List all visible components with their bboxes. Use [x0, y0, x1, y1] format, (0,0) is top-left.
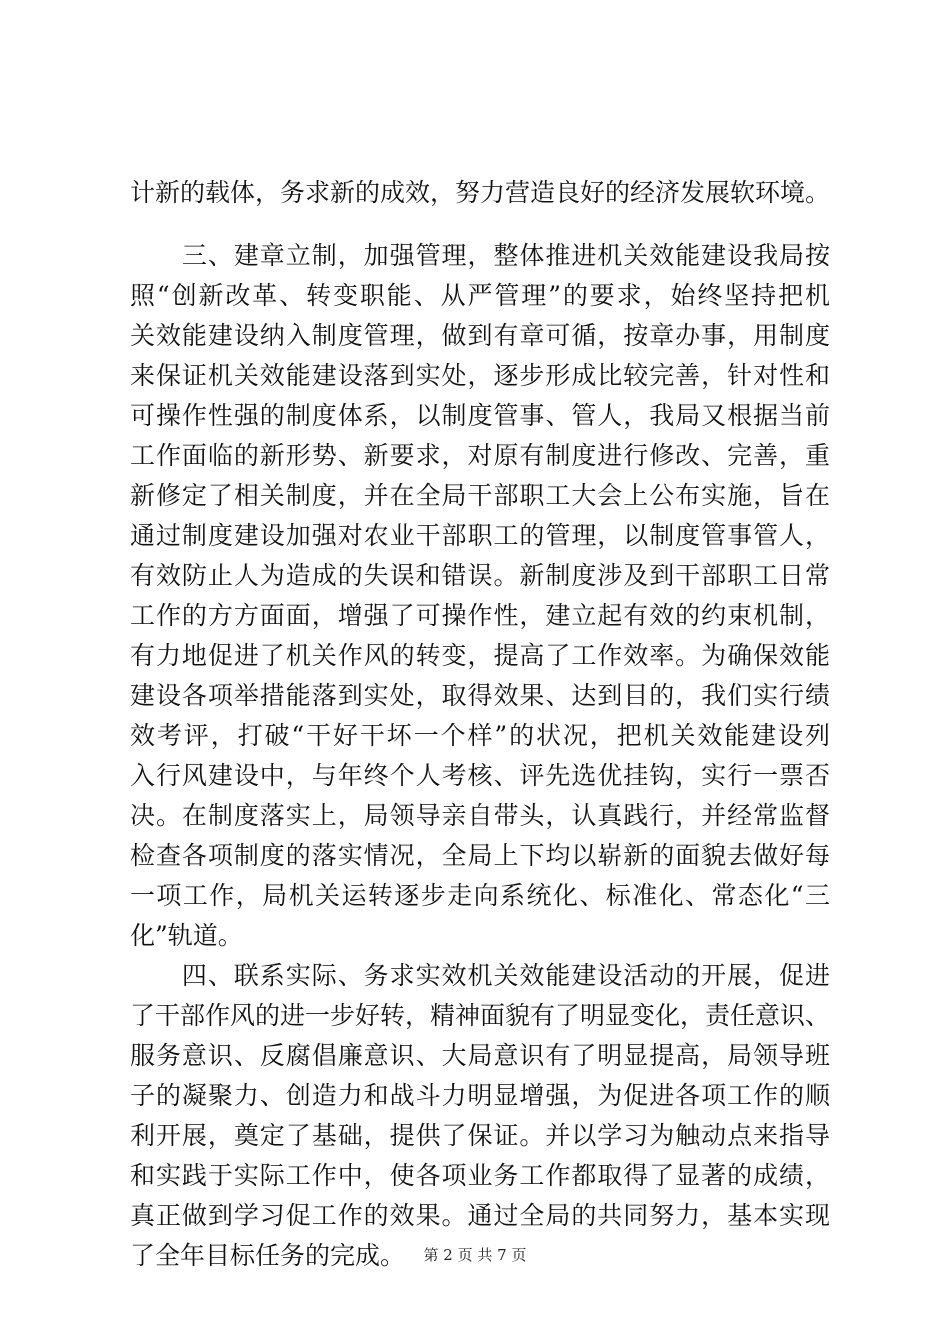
page-number-footer: 第 2 页 共 7 页 [423, 1246, 527, 1264]
text-line: 效考评，打破“干好干坏一个样”的状况，把机关效能建设列 [130, 721, 830, 750]
text-line: 通过制度建设加强对农业干部职工的管理，以制度管事管人， [130, 521, 830, 550]
text-line: 了全年目标任务的完成。 [130, 1241, 406, 1270]
text-line: 计新的载体，务求新的成效，努力营造良好的经济发展软环境。 [130, 178, 830, 207]
text-line: 工作的方方面面，增强了可操作性，建立起有效的约束机制， [130, 601, 830, 630]
text-line: 决。在制度落实上，局领导亲自带头，认真践行，并经常监督 [130, 801, 830, 830]
text-line: 工作面临的新形势、新要求，对原有制度进行修改、完善，重 [130, 441, 830, 470]
text-line: 入行风建设中，与年终个人考核、评先选优挂钩，实行一票否 [130, 761, 830, 790]
text-line: 了干部作风的进一步好转，精神面貌有了明显变化，责任意识、 [130, 1001, 830, 1030]
text-line: 和实践于实际工作中，使各项业务工作都取得了显著的成绩， [130, 1161, 830, 1190]
text-line: 利开展，奠定了基础，提供了保证。并以学习为触动点来指导 [130, 1121, 830, 1150]
text-line: 真正做到学习促工作的效果。通过全局的共同努力，基本实现 [130, 1201, 830, 1230]
text-line: 四、联系实际、务求实效机关效能建设活动的开展，促进 [130, 961, 830, 990]
text-line: 一项工作，局机关运转逐步走向系统化、标准化、常态化“三 [130, 881, 830, 910]
text-line: 照“创新改革、转变职能、从严管理”的要求，始终坚持把机 [130, 281, 830, 310]
text-line: 关效能建设纳入制度管理，做到有章可循，按章办事，用制度 [130, 321, 830, 350]
text-line: 有效防止人为造成的失误和错误。新制度涉及到干部职工日常 [130, 561, 830, 590]
text-line: 三、建章立制，加强管理，整体推进机关效能建设我局按 [130, 241, 830, 270]
text-line: 可操作性强的制度体系，以制度管事、管人，我局又根据当前 [130, 401, 830, 430]
text-line: 有力地促进了机关作风的转变，提高了工作效率。为确保效能 [130, 641, 830, 670]
text-line: 新修定了相关制度，并在全局干部职工大会上公布实施，旨在 [130, 481, 830, 510]
text-line: 来保证机关效能建设落到实处，逐步形成比较完善，针对性和 [130, 361, 830, 390]
text-line: 检查各项制度的落实情况，全局上下均以崭新的面貌去做好每 [130, 841, 830, 870]
text-line: 化”轨道。 [130, 921, 243, 950]
text-line: 子的凝聚力、创造力和战斗力明显增强，为促进各项工作的顺 [130, 1081, 830, 1110]
text-line: 建设各项举措能落到实处，取得效果、达到目的，我们实行绩 [130, 681, 830, 710]
text-line: 服务意识、反腐倡廉意识、大局意识有了明显提高，局领导班 [130, 1041, 830, 1070]
